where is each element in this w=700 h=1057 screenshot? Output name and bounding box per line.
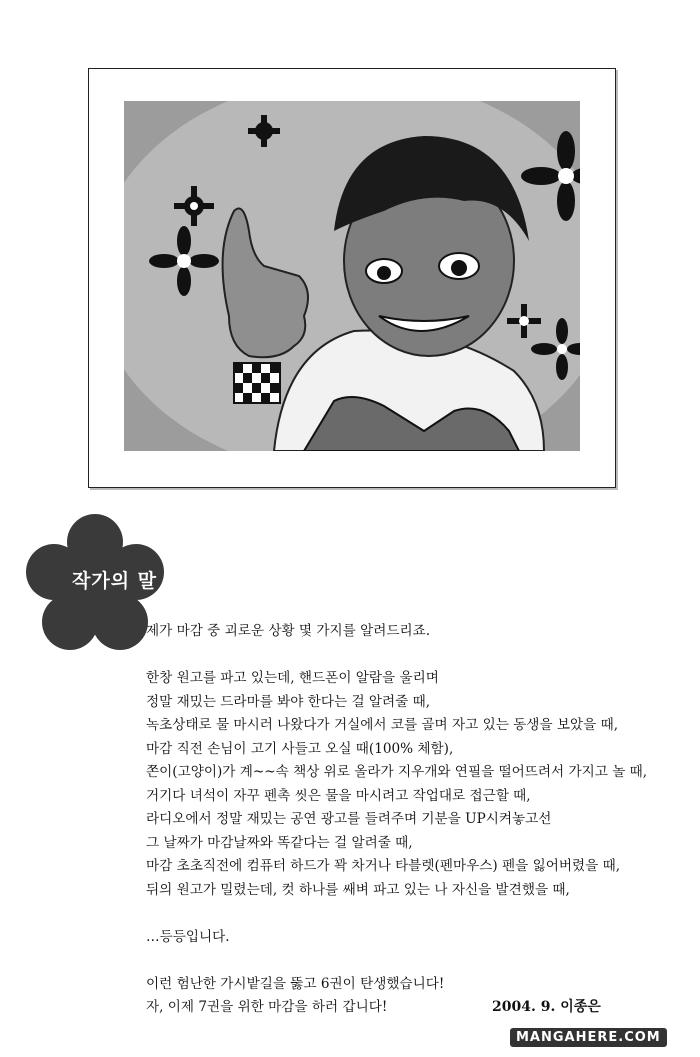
- closing-line: 이런 험난한 가시밭길을 뚫고 6권이 탄생했습니다!: [146, 975, 445, 992]
- closing-line: 자, 이제 7권을 위한 마감을 하러 갑니다!: [146, 999, 388, 1015]
- watermark: MANGAHERE.COM: [510, 1028, 667, 1047]
- section-title: 작가의 말: [72, 570, 158, 592]
- note-line: 그 날짜가 마감날짜와 똑같다는 걸 알려줄 때,: [146, 834, 413, 851]
- author-illustration: [124, 101, 580, 451]
- intro-line: 제가 마감 중 괴로운 상황 몇 가지를 알려드리죠.: [146, 623, 431, 639]
- signature-date: 2004. 9. 이종은: [492, 999, 601, 1015]
- note-line: 뒤의 원고가 밀렸는데, 컷 하나를 쌔벼 파고 있는 나 자신을 발견했을 때,: [146, 881, 570, 898]
- note-line: 정말 재밌는 드라마를 봐야 한다는 걸 알려줄 때,: [146, 693, 431, 710]
- note-line: 마감 초초직전에 컴퓨터 하드가 꽉 차거나 타블렛(펜마우스) 펜을 잃어버렸을 때,: [146, 858, 621, 874]
- note-line: 한창 원고를 파고 있는데, 핸드폰이 알람을 울리며: [146, 670, 439, 686]
- note-line: 라디오에서 정말 재밌는 공연 광고를 들려주며 기분을 UP시켜놓고선: [146, 811, 552, 827]
- note-line: 쫀이(고양이)가 계~~속 책상 위로 올라가 지우개와 연필을 떨어뜨려서 가지고 놀 때,: [146, 764, 648, 780]
- note-line: 녹초상태로 물 마시러 나왔다가 거실에서 코를 골며 자고 있는 동생을 보았을 때,: [146, 717, 619, 733]
- author-note-body: [146, 620, 686, 1020]
- note-line: 마감 직전 손님이 고기 사들고 오실 때(100% 체함),: [146, 740, 454, 757]
- note-line: 거기다 녀석이 자꾸 펜촉 씻은 물을 마시려고 작업대로 접근할 때,: [146, 787, 531, 804]
- etc-line: …등등입니다.: [146, 928, 230, 945]
- checkered-wristband: [234, 363, 280, 403]
